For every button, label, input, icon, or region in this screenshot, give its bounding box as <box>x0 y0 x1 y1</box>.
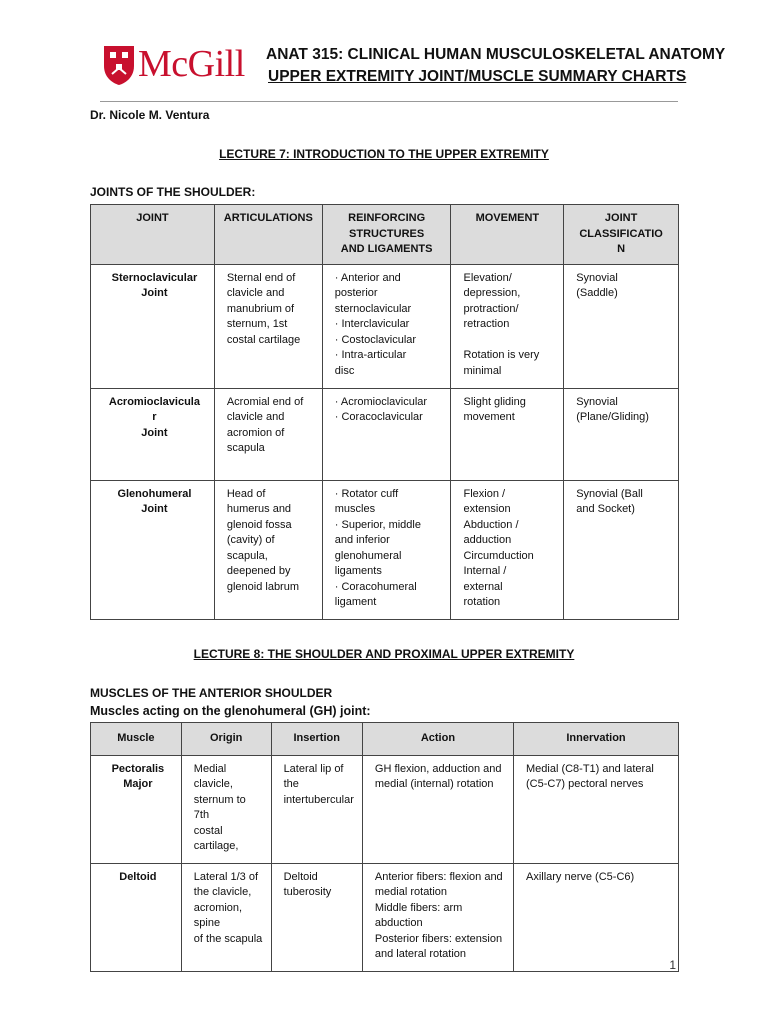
table-row <box>91 755 679 863</box>
insertion-cell: Lateral lip of the intertubercular <box>271 755 362 863</box>
col-header-articulations: ARTICULATIONS <box>214 205 322 265</box>
anterior-shoulder-muscles-table <box>90 722 679 972</box>
anterior-shoulder-heading: MUSCLES OF THE ANTERIOR SHOULDER <box>90 686 333 700</box>
joint-name: Sternoclavicular Joint <box>91 264 215 388</box>
col-header-innervation: Innervation <box>513 723 678 756</box>
gh-joint-subheading: Muscles acting on the glenohumeral (GH) joint: <box>90 704 371 718</box>
col-header-structures: REINFORCING STRUCTURES AND LIGAMENTS <box>322 205 451 265</box>
document-header <box>100 40 726 100</box>
structures-cell: · Anterior and posterior sternoclavicular · Interclavicular · Costoclavicular · Intra-articular disc <box>322 264 451 388</box>
col-header-classification: JOINT CLASSIFICATIO N <box>564 205 679 265</box>
action-cell: GH flexion, adduction and medial (internal) rotation <box>362 755 513 863</box>
table-row <box>91 480 679 619</box>
classification-cell: Synovial (Ball and Socket) <box>564 480 679 619</box>
innervation-cell: Medial (C8-T1) and lateral (C5-C7) pectoral nerves <box>513 755 678 863</box>
col-header-action: Action <box>362 723 513 756</box>
col-header-origin: Origin <box>181 723 271 756</box>
col-header-joint: JOINT <box>91 205 215 265</box>
classification-cell: Synovial (Plane/Gliding) <box>564 388 679 480</box>
table-header-row <box>91 723 679 756</box>
crest-icon <box>102 44 136 86</box>
muscle-name: Pectoralis Major <box>91 755 182 863</box>
movement-cell: Elevation/ depression, protraction/ retraction Rotation is very minimal <box>451 264 564 388</box>
muscle-name: Deltoid <box>91 863 182 971</box>
lecture-8-title: LECTURE 8: THE SHOULDER AND PROXIMAL UPPER EXTREMITY <box>193 647 575 661</box>
movement-cell: Slight gliding movement <box>451 388 564 480</box>
mcgill-logo <box>100 44 265 88</box>
articulations-cell: Head of humerus and glenoid fossa (cavity) of scapula, deepened by glenoid labrum <box>214 480 322 619</box>
logo-wordmark: McGill <box>138 43 245 85</box>
author-name: Dr. Nicole M. Ventura <box>90 108 210 122</box>
structures-cell: · Rotator cuff muscles · Superior, middle and inferior glenohumeral ligaments · Coracohumeral ligament <box>322 480 451 619</box>
header-divider <box>100 101 678 102</box>
joint-name: Acromioclavicula r Joint <box>91 388 215 480</box>
classification-cell: Synovial (Saddle) <box>564 264 679 388</box>
insertion-cell: Deltoid tuberosity <box>271 863 362 971</box>
innervation-cell: Axillary nerve (C5-C6) <box>513 863 678 971</box>
origin-cell: Lateral 1/3 of the clavicle, acromion, spine of the scapula <box>181 863 271 971</box>
table-row <box>91 264 679 388</box>
page-number: 1 <box>669 958 676 972</box>
table-row <box>91 388 679 480</box>
shoulder-joints-heading: JOINTS OF THE SHOULDER: <box>90 185 256 199</box>
document-subtitle: UPPER EXTREMITY JOINT/MUSCLE SUMMARY CHARTS <box>268 68 687 85</box>
origin-cell: Medial clavicle, sternum to 7th costal cartilage, <box>181 755 271 863</box>
shoulder-joints-table <box>90 204 679 620</box>
movement-cell: Flexion / extension Abduction / adduction Circumduction Internal / external rotation <box>451 480 564 619</box>
table-row <box>91 863 679 971</box>
lecture-7-title: LECTURE 7: INTRODUCTION TO THE UPPER EXTREMITY <box>219 147 549 161</box>
articulations-cell: Sternal end of clavicle and manubrium of sternum, 1st costal cartilage <box>214 264 322 388</box>
course-title: ANAT 315: CLINICAL HUMAN MUSCULOSKELETAL ANATOMY <box>266 46 726 63</box>
col-header-insertion: Insertion <box>271 723 362 756</box>
structures-cell: · Acromioclavicular · Coracoclavicular <box>322 388 451 480</box>
table-header-row <box>91 205 679 265</box>
articulations-cell: Acromial end of clavicle and acromion of scapula <box>214 388 322 480</box>
action-cell: Anterior fibers: flexion and medial rotation Middle fibers: arm abduction Posterior fibers: extension and lateral rotation <box>362 863 513 971</box>
col-header-muscle: Muscle <box>91 723 182 756</box>
joint-name: Glenohumeral Joint <box>91 480 215 619</box>
col-header-movement: MOVEMENT <box>451 205 564 265</box>
